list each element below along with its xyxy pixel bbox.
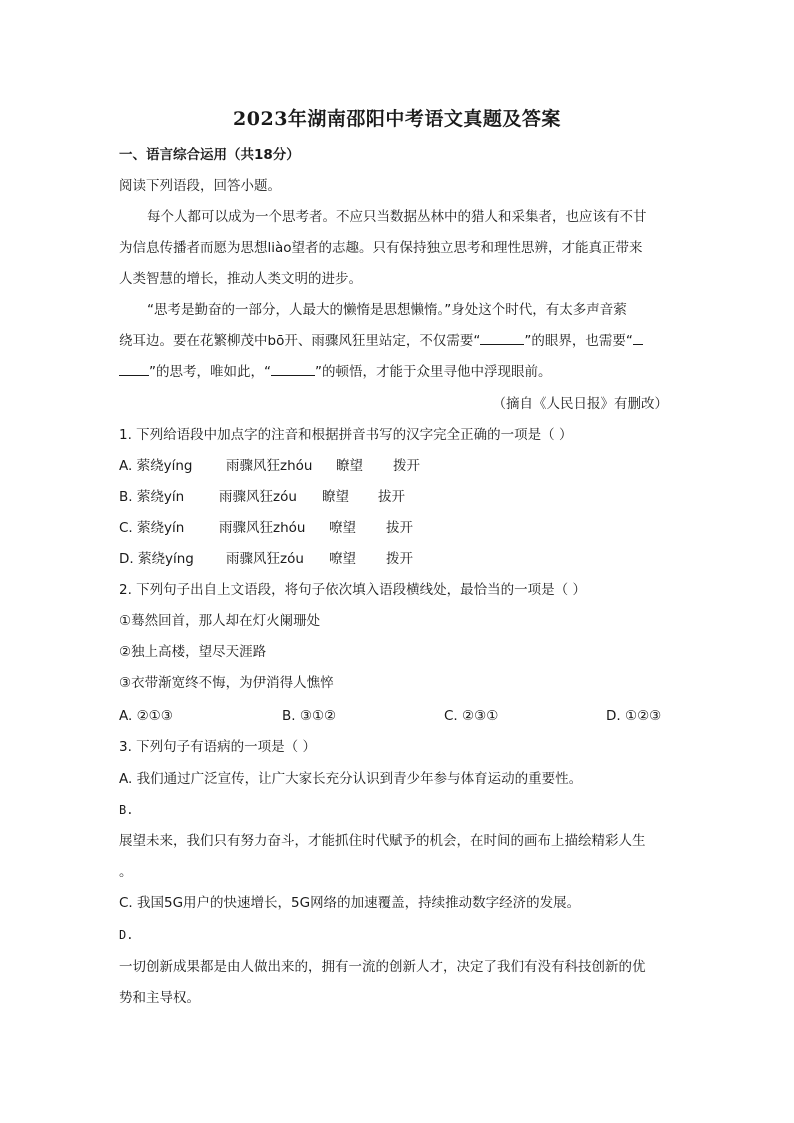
fill-blank-2-start[interactable] (633, 331, 643, 345)
q3-option-d-label[interactable]: D. (119, 928, 134, 942)
q3-option-b-text: 展望未来，我们只有努力奋斗，才能抓住时代赋予的机会，在时间的画布上描绘精彩人生 (119, 833, 646, 849)
q1-option-a[interactable]: A. 萦绕yíng (119, 458, 193, 474)
q3-option-a[interactable]: A. 我们通过广泛宣传，让广大家长充分认识到青少年参与体育运动的重要性。 (119, 771, 583, 787)
q1-option-c-word2: 雨骤风狂zhóu (219, 520, 306, 536)
passage-text: 绕耳边。要在花繁柳茂中bō开、雨骤风狂里站定，不仅需要“ (119, 333, 481, 349)
q1-option-d-word4: 拨开 (386, 551, 413, 567)
q2-sentence: ③衣带渐宽终不悔，为伊消得人憔悴 (119, 675, 334, 691)
passage-text: ”的眼界，也需要“ (524, 333, 633, 349)
q1-option-b-word3: 瞭望 (322, 489, 349, 505)
passage-line (119, 362, 552, 382)
q3-option-d-text: 势和主导权。 (119, 990, 200, 1006)
fill-blank-1[interactable] (480, 331, 524, 345)
q1-option-c-word4: 拔开 (386, 520, 413, 536)
q1-option-b[interactable]: B. 萦绕yín (119, 489, 185, 505)
q2-option-c[interactable]: C. ②③① (444, 708, 499, 724)
fill-blank-3[interactable] (271, 362, 315, 376)
passage-text: ”的顿悟，才能于众里寻他中浮现眼前。 (315, 364, 552, 380)
document-title: 2023年湖南邵阳中考语文真题及答案 (233, 108, 561, 130)
q3-option-b-end: 。 (119, 864, 133, 880)
source-note: （摘自《人民日报》有删改） (492, 396, 668, 412)
q1-option-d[interactable]: D. 萦绕yíng (119, 551, 194, 567)
passage-line: “思考是勤奋的一部分，人最大的懒惰是思想懒惰。”身处这个时代，有太多声音萦 (147, 302, 627, 318)
reading-instruction: 阅读下列语段，回答小题。 (119, 178, 281, 194)
passage-line: 人类智慧的增长，推动人类文明的进步。 (119, 271, 362, 287)
q1-option-a-word3: 瞭望 (336, 458, 363, 474)
q1-option-c[interactable]: C. 萦绕yín (119, 520, 185, 536)
q1-option-b-word4: 拔开 (378, 489, 405, 505)
q2-option-a[interactable]: A. ②①③ (119, 708, 173, 724)
passage-line: 每个人都可以成为一个思考者。不应只当数据丛林中的猎人和采集者，也应该有不甘 (147, 209, 647, 225)
q1-option-c-word3: 嘹望 (329, 520, 356, 536)
question-1-stem: 1. 下列给语段中加点字的注音和根据拼音书写的汉字完全正确的一项是（ ） (119, 427, 573, 443)
passage-line (119, 331, 643, 351)
q2-sentence: ②独上高楼，望尽天涯路 (119, 644, 267, 660)
q3-option-c[interactable]: C. 我国5G用户的快速增长，5G网络的加速覆盖，持续推动数字经济的发展。 (119, 895, 581, 911)
section-heading: 一、语言综合运用（共18分） (119, 147, 300, 163)
q3-option-b-label[interactable]: B. (119, 803, 134, 817)
passage-line: 为信息传播者而愿为思想liào望者的志趣。只有保持独立思考和理性思辨，才能真正带来 (119, 240, 643, 256)
q2-option-d[interactable]: D. ①②③ (606, 708, 662, 724)
q1-option-d-word2: 雨骤风狂zóu (226, 551, 304, 567)
q1-option-b-word2: 雨骤风狂zóu (219, 489, 297, 505)
q1-option-a-word2: 雨骤风狂zhóu (226, 458, 313, 474)
q1-option-a-word4: 拨开 (393, 458, 420, 474)
question-3-stem: 3. 下列句子有语病的一项是（ ） (119, 739, 316, 755)
q2-sentence: ①蓦然回首，那人却在灯火阑珊处 (119, 613, 321, 629)
q2-option-b[interactable]: B. ③①② (282, 708, 337, 724)
q1-option-d-word3: 嘹望 (329, 551, 356, 567)
passage-text: ”的思考，唯如此，“ (149, 364, 271, 380)
question-2-stem: 2. 下列句子出自上文语段，将句子依次填入语段横线处，最恰当的一项是（ ） (119, 582, 586, 598)
fill-blank-2-end[interactable] (119, 362, 149, 376)
q3-option-d-text: 一切创新成果都是由人做出来的，拥有一流的创新人才，决定了我们有没有科技创新的优 (119, 959, 646, 975)
